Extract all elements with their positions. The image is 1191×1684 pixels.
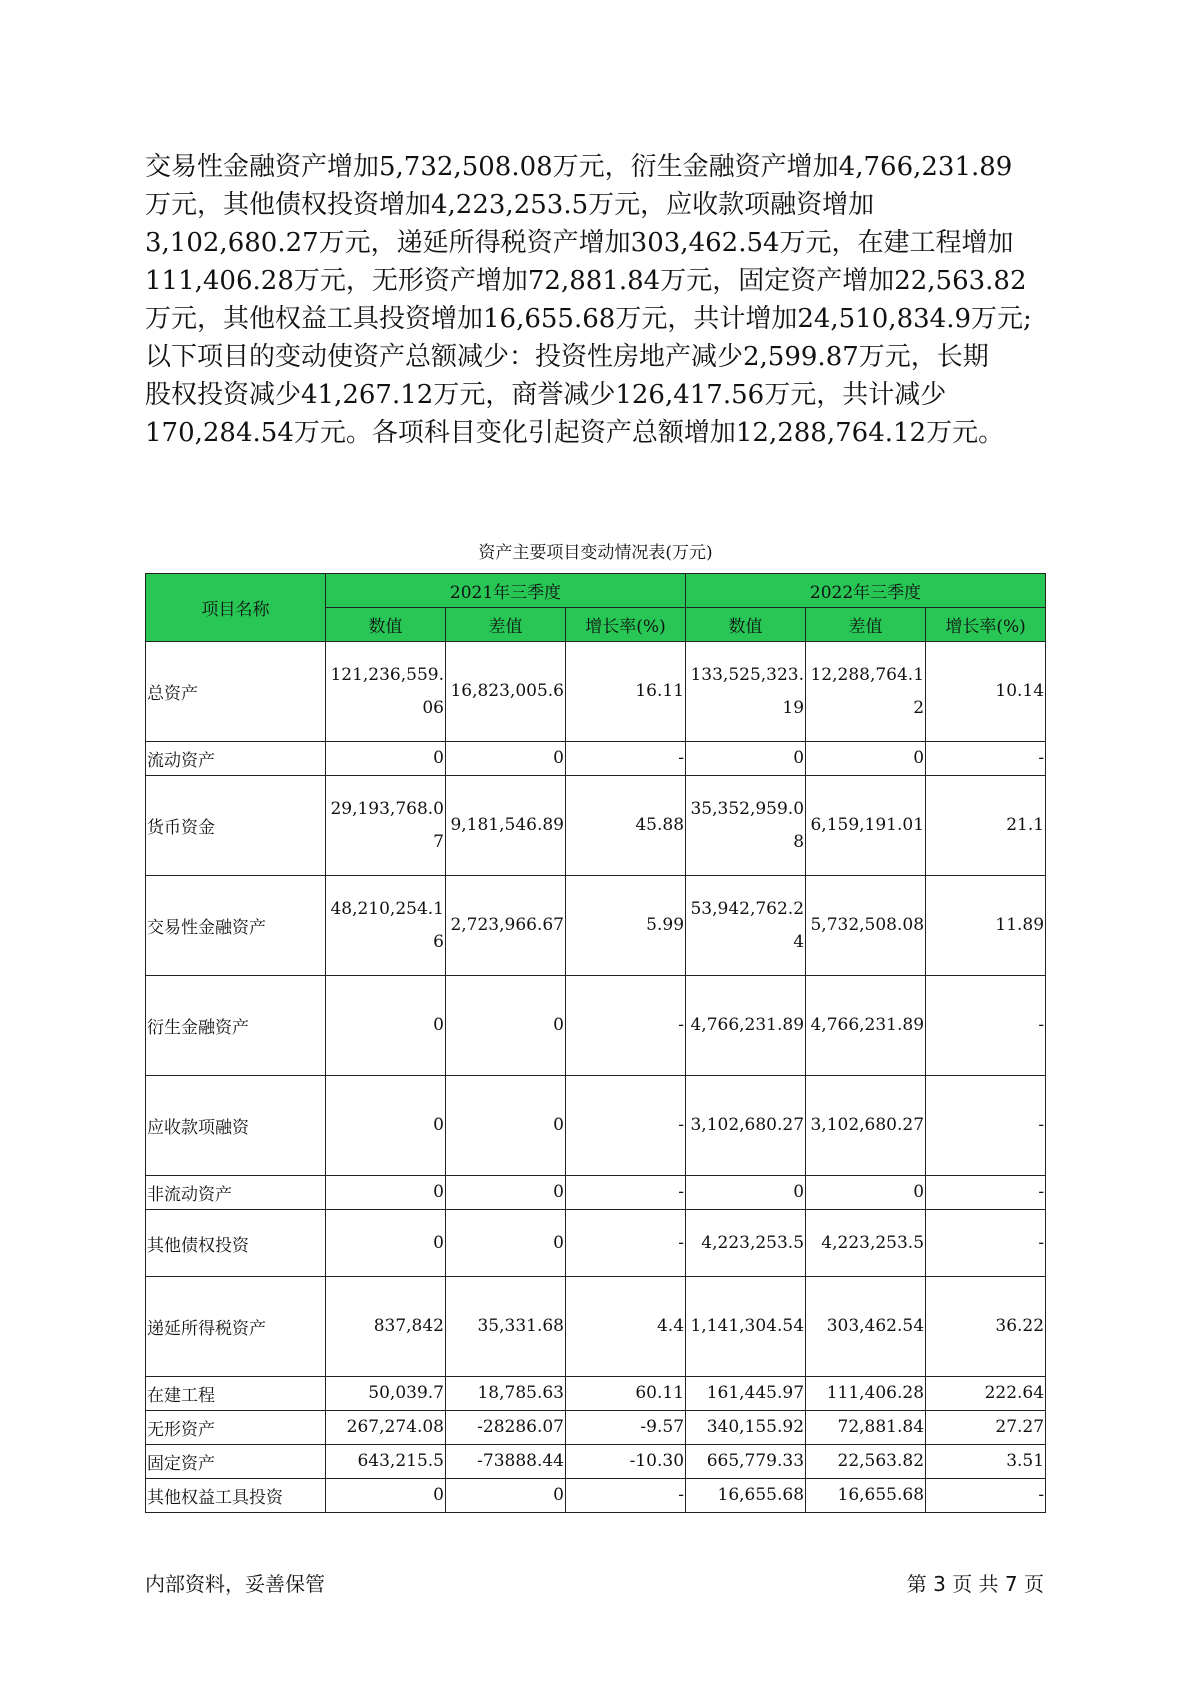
cell-value: 1,141,304.54 (686, 1277, 806, 1377)
cell-value: 0 (326, 1176, 446, 1210)
header-group-2022: 2022年三季度 (686, 574, 1046, 608)
body-paragraph (145, 148, 1045, 452)
paragraph-line: 111,406.28万元，无形资产增加72,881.84万元，固定资产增加22,563.82 (145, 266, 1027, 296)
table-row (146, 642, 1046, 742)
header-value: 数值 (326, 608, 446, 642)
row-item-name: 在建工程 (146, 1377, 326, 1411)
cell-value: 643,215.5 (326, 1445, 446, 1479)
cell-value: 10.14 (926, 642, 1046, 742)
row-item-name: 其他权益工具投资 (146, 1479, 326, 1513)
paragraph-line: 3,102,680.27万元，递延所得税资产增加303,462.54万元，在建工程增加 (145, 228, 1014, 258)
table-row (146, 976, 1046, 1076)
table-row (146, 1210, 1046, 1277)
cell-value: 3,102,680.27 (686, 1076, 806, 1176)
cell-value: 121,236,559.06 (326, 642, 446, 742)
row-item-name: 无形资产 (146, 1411, 326, 1445)
table-row (146, 776, 1046, 876)
cell-value: - (566, 1479, 686, 1513)
table-row (146, 1176, 1046, 1210)
table-row (146, 876, 1046, 976)
paragraph-line: 万元，其他权益工具投资增加16,655.68万元，共计增加24,510,834.9万元; (145, 304, 1032, 334)
cell-value: 22,563.82 (806, 1445, 926, 1479)
cell-value: 340,155.92 (686, 1411, 806, 1445)
cell-value: 11.89 (926, 876, 1046, 976)
row-item-name: 流动资产 (146, 742, 326, 776)
cell-value: -9.57 (566, 1411, 686, 1445)
cell-value: -28286.07 (446, 1411, 566, 1445)
cell-value: 35,352,959.08 (686, 776, 806, 876)
table-row (146, 1445, 1046, 1479)
cell-value: 0 (446, 742, 566, 776)
table-header (146, 574, 1046, 642)
cell-value: 45.88 (566, 776, 686, 876)
cell-value: 4,766,231.89 (686, 976, 806, 1076)
table-caption: 资产主要项目变动情况表(万元) (478, 543, 713, 563)
table-row (146, 1411, 1046, 1445)
asset-change-table (145, 573, 1046, 1513)
paragraph-line: 万元，其他债权投资增加4,223,253.5万元，应收款项融资增加 (145, 190, 875, 220)
cell-value: 0 (446, 1210, 566, 1277)
cell-value: 21.1 (926, 776, 1046, 876)
cell-value: - (926, 1076, 1046, 1176)
cell-value: -73888.44 (446, 1445, 566, 1479)
cell-value: 18,785.63 (446, 1377, 566, 1411)
cell-value: -10.30 (566, 1445, 686, 1479)
header-diff: 差值 (446, 608, 566, 642)
table-row (146, 1076, 1046, 1176)
cell-value: 16.11 (566, 642, 686, 742)
cell-value: 0 (806, 1176, 926, 1210)
cell-value: 3,102,680.27 (806, 1076, 926, 1176)
cell-value: 16,655.68 (806, 1479, 926, 1513)
cell-value: 303,462.54 (806, 1277, 926, 1377)
cell-value: 60.11 (566, 1377, 686, 1411)
paragraph-line: 交易性金融资产增加5,732,508.08万元，衍生金融资产增加4,766,231.89 (145, 152, 1013, 182)
cell-value: - (926, 1176, 1046, 1210)
cell-value: 222.64 (926, 1377, 1046, 1411)
row-item-name: 应收款项融资 (146, 1076, 326, 1176)
row-item-name: 固定资产 (146, 1445, 326, 1479)
footer-confidential-note: 内部资料，妥善保管 (145, 1572, 325, 1596)
cell-value: - (566, 976, 686, 1076)
cell-value: 133,525,323.19 (686, 642, 806, 742)
header-item-name: 项目名称 (146, 574, 326, 642)
cell-value: 3.51 (926, 1445, 1046, 1479)
cell-value: 72,881.84 (806, 1411, 926, 1445)
header-growth: 增长率(%) (926, 608, 1046, 642)
header-value: 数值 (686, 608, 806, 642)
cell-value: 0 (446, 1176, 566, 1210)
table-row (146, 1377, 1046, 1411)
cell-value: 0 (446, 1479, 566, 1513)
cell-value: 0 (446, 1076, 566, 1176)
cell-value: 53,942,762.24 (686, 876, 806, 976)
cell-value: 5.99 (566, 876, 686, 976)
cell-value: 0 (686, 742, 806, 776)
cell-value: 4,223,253.5 (806, 1210, 926, 1277)
cell-value: 29,193,768.07 (326, 776, 446, 876)
row-item-name: 衍生金融资产 (146, 976, 326, 1076)
cell-value: 0 (806, 742, 926, 776)
row-item-name: 货币资金 (146, 776, 326, 876)
cell-value: - (926, 1210, 1046, 1277)
cell-value: 16,823,005.6 (446, 642, 566, 742)
paragraph-line: 170,284.54万元。各项科目变化引起资产总额增加12,288,764.12万元。 (145, 418, 1005, 448)
table-body (146, 642, 1046, 1513)
cell-value: 5,732,508.08 (806, 876, 926, 976)
table-row (146, 742, 1046, 776)
cell-value: 27.27 (926, 1411, 1046, 1445)
cell-value: 35,331.68 (446, 1277, 566, 1377)
cell-value: 111,406.28 (806, 1377, 926, 1411)
footer-page-number: 第 3 页 共 7 页 (906, 1572, 1044, 1596)
header-group-2021: 2021年三季度 (326, 574, 686, 608)
header-diff: 差值 (806, 608, 926, 642)
paragraph-line: 股权投资减少41,267.12万元，商誉减少126,417.56万元，共计减少 (145, 380, 947, 410)
paragraph-line: 以下项目的变动使资产总额减少：投资性房地产减少2,599.87万元，长期 (145, 342, 989, 372)
cell-value: 6,159,191.01 (806, 776, 926, 876)
cell-value: 4.4 (566, 1277, 686, 1377)
header-growth: 增长率(%) (566, 608, 686, 642)
cell-value: 161,445.97 (686, 1377, 806, 1411)
table-row (146, 1479, 1046, 1513)
cell-value: - (566, 1076, 686, 1176)
cell-value: 16,655.68 (686, 1479, 806, 1513)
cell-value: 0 (686, 1176, 806, 1210)
cell-value: - (926, 1479, 1046, 1513)
cell-value: 12,288,764.12 (806, 642, 926, 742)
cell-value: - (566, 742, 686, 776)
cell-value: 9,181,546.89 (446, 776, 566, 876)
row-item-name: 非流动资产 (146, 1176, 326, 1210)
cell-value: 0 (326, 742, 446, 776)
row-item-name: 交易性金融资产 (146, 876, 326, 976)
cell-value: 2,723,966.67 (446, 876, 566, 976)
cell-value: 0 (446, 976, 566, 1076)
cell-value: 36.22 (926, 1277, 1046, 1377)
cell-value: 665,779.33 (686, 1445, 806, 1479)
cell-value: 4,766,231.89 (806, 976, 926, 1076)
cell-value: - (566, 1210, 686, 1277)
cell-value: 0 (326, 976, 446, 1076)
cell-value: 0 (326, 1479, 446, 1513)
cell-value: 0 (326, 1076, 446, 1176)
cell-value: - (926, 976, 1046, 1076)
cell-value: 267,274.08 (326, 1411, 446, 1445)
cell-value: 48,210,254.16 (326, 876, 446, 976)
row-item-name: 总资产 (146, 642, 326, 742)
row-item-name: 递延所得税资产 (146, 1277, 326, 1377)
table-row (146, 1277, 1046, 1377)
cell-value: 4,223,253.5 (686, 1210, 806, 1277)
row-item-name: 其他债权投资 (146, 1210, 326, 1277)
cell-value: - (926, 742, 1046, 776)
cell-value: 50,039.7 (326, 1377, 446, 1411)
cell-value: 837,842 (326, 1277, 446, 1377)
cell-value: 0 (326, 1210, 446, 1277)
cell-value: - (566, 1176, 686, 1210)
